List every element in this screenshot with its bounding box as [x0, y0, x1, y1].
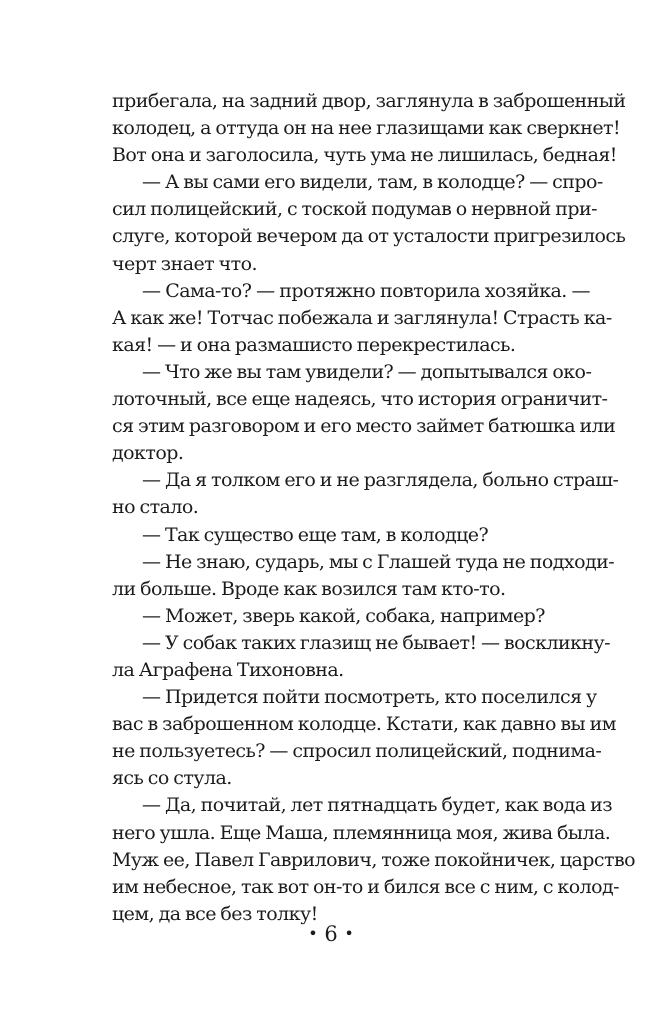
- text-line: сил полицейский, с тоской подумав о нервной при-: [112, 198, 597, 221]
- folio-dot-left: •: [308, 924, 318, 943]
- text-line: прибегала, на задний двор, заглянула в заброшенный: [112, 90, 626, 112]
- text-line: кая! — и она размашисто перекрестилась.: [112, 333, 516, 356]
- page-number: 6: [324, 922, 338, 946]
- text-line: него ушла. Еще Маша, племянница моя, жива была.: [112, 821, 611, 844]
- text-line: — Может, зверь какой, собака, например?: [142, 604, 545, 627]
- text-line: вас в заброшенном колодце. Кстати, как давно вы им: [112, 713, 616, 736]
- text-line: Вот она и заголосила, чуть ума не лишилась, бедная!: [112, 144, 617, 167]
- text-line: А как же! Тотчас побежала и заглянула! Страсть ка-: [112, 306, 612, 329]
- text-line: — Так существо еще там, в колодце?: [142, 523, 489, 546]
- text-line: слуге, которой вечером да от усталости пригрезилось: [112, 225, 626, 248]
- text-line: ся этим разговором и его место займет батюшка или: [112, 415, 616, 438]
- text-line: ла Аграфена Тихоновна.: [112, 658, 344, 681]
- text-line: доктор.: [112, 442, 184, 465]
- text-line: колодец, а оттуда он на нее глазищами как сверкнет!: [112, 117, 621, 140]
- text-line: но стало.: [112, 496, 199, 519]
- text-line: — А вы сами его видели, там, в колодце? — спро-: [142, 171, 603, 194]
- text-line: — Что же вы там увидели? — допытывался око-: [142, 360, 592, 383]
- text-line: цем, да все без толку!: [112, 902, 318, 925]
- page-body: [112, 88, 635, 928]
- text-line: ли больше. Вроде как возился там кто-то.: [112, 577, 506, 600]
- text-line: лоточный, все еще надеясь, что история ограничит-: [112, 388, 608, 411]
- page-folio: [0, 922, 662, 946]
- text-line: — Придется пойти посмотреть, кто поселился у: [142, 686, 597, 709]
- folio-dot-right: •: [344, 924, 354, 943]
- text-line: ясь со стула.: [112, 767, 232, 790]
- text-line: — Да я толком его и не разглядела, больно страш-: [142, 469, 619, 492]
- text-line: — У собак таких глазищ не бывает! — воскликну-: [142, 631, 611, 654]
- text-line: им небесное, так вот он-то и бился все с ним, с колод-: [112, 875, 620, 898]
- text-line: черт знает что.: [112, 252, 257, 275]
- text-line: не пользуетесь? — спросил полицейский, поднима-: [112, 740, 602, 763]
- text-line: — Не знаю, сударь, мы с Глашей туда не подходи-: [142, 550, 615, 573]
- text-line: — Сама-то? — протяжно повторила хозяйка. —: [142, 279, 590, 302]
- text-line: — Да, почитай, лет пятнадцать будет, как вода из: [142, 794, 613, 817]
- text-line: Муж ее, Павел Гаврилович, тоже покойничек, царство: [112, 848, 635, 871]
